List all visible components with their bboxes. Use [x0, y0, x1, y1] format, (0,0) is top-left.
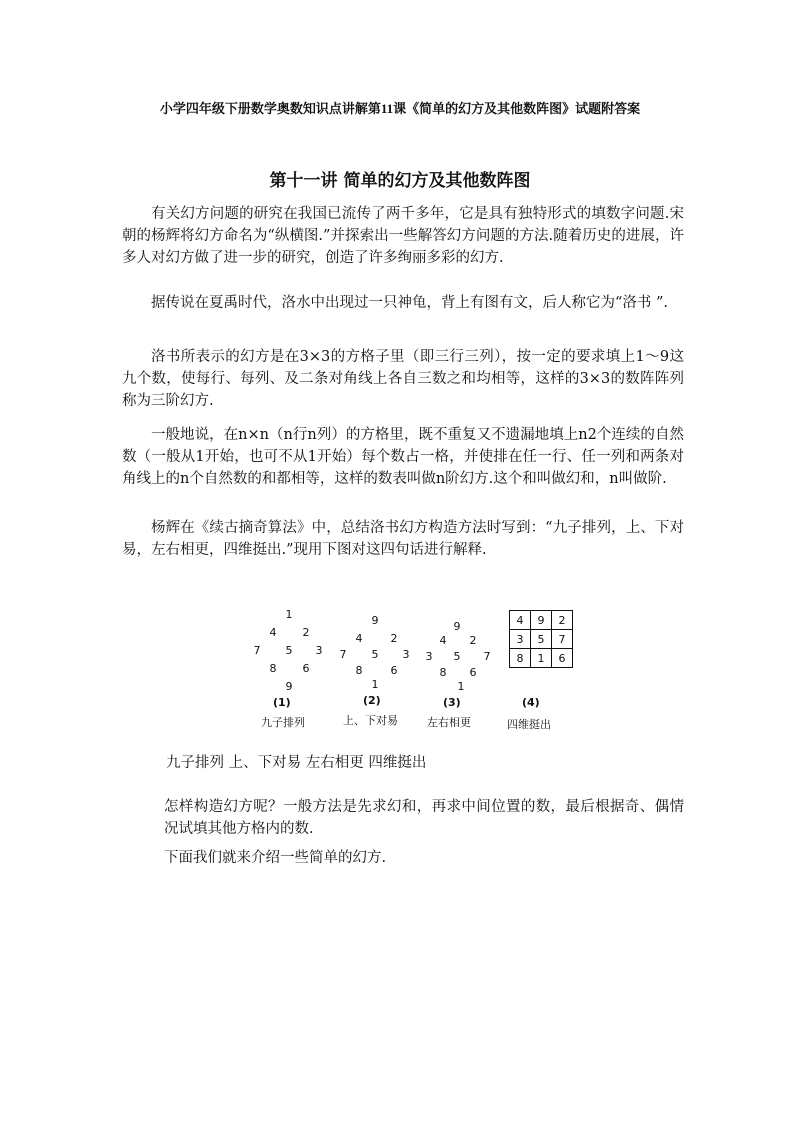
diagram-3-number: 7 — [483, 650, 491, 663]
grid-cell: 2 — [552, 611, 573, 630]
diagram-1-number: 8 — [269, 662, 277, 675]
diagram-1-number: 3 — [315, 644, 323, 657]
lecture-title: 第十一讲 简单的幻方及其他数阵图 — [269, 171, 531, 191]
caption-text-2: 上、下对易 — [343, 714, 398, 727]
caption-number-3: (3) — [443, 696, 461, 709]
magic-square-grid — [509, 610, 573, 668]
diagram-3-number: 9 — [453, 620, 461, 633]
paragraph-history: 有关幻方问题的研究在我国已流传了两千多年，它是具有独特形式的填数字问题.宋朝的杨辉将幻方命名为“纵横图.”并探索出一些解答幻方问题的方法.随着历史的进展，许多人对幻方做了进一步的研究，创造了许多绚丽多彩的幻方. — [122, 206, 684, 266]
grid-cell: 1 — [531, 649, 552, 668]
diagram-2-number: 3 — [402, 648, 410, 661]
diagram-1-number: 5 — [285, 644, 293, 657]
caption-number-4: (4) — [522, 696, 540, 709]
diagram-2-number: 1 — [371, 678, 379, 691]
paragraph-legend: 据传说在夏禹时代，洛水中出现过一只神龟，背上有图有文，后人称它为“洛书 ”. — [151, 295, 669, 311]
caption-number-1: (1) — [273, 696, 291, 709]
diagram-3-number: 8 — [439, 666, 447, 679]
grid-cell: 3 — [510, 630, 531, 649]
paragraph-introduction: 下面我们就来介绍一些简单的幻方. — [164, 850, 387, 866]
diagram-3-number: 3 — [425, 650, 433, 663]
diagram-2-number: 7 — [339, 648, 347, 661]
diagram-1-number: 9 — [285, 680, 293, 693]
diagram-3-number: 6 — [469, 666, 477, 679]
grid-cell: 9 — [531, 611, 552, 630]
diagram-2-number: 5 — [371, 648, 379, 661]
paragraph-construction: 怎样构造幻方呢？一般方法是先求幻和，再求中间位置的数，最后根据奇、偶情况试填其他方格内的数. — [164, 799, 684, 837]
grid-cell: 5 — [531, 630, 552, 649]
caption-text-4: 四维挺出 — [507, 718, 551, 731]
diagram-3-number: 4 — [439, 634, 447, 647]
document-title: 小学四年级下册数学奥数知识点讲解第11课《简单的幻方及其他数阵图》试题附答案 — [159, 101, 641, 116]
paragraph-definition: 一般地说，在n×n（n行n列）的方格里，既不重复又不遗漏地填上n2个连续的自然数（一般从1开始，也可不从1开始）每个数占一格，并使排在任一行、任一列和两条对角线上的n个自然数的和都相等，这样的数表叫做n阶幻方.这个和叫做幻和，n叫做阶. — [122, 427, 684, 487]
magic-square-construction-figure — [245, 600, 585, 740]
diagram-2-number: 4 — [355, 632, 363, 645]
grid-cell: 7 — [552, 630, 573, 649]
diagram-2-number: 9 — [371, 614, 379, 627]
diagram-3-number: 5 — [453, 650, 461, 663]
paragraph-luoshu: 洛书所表示的幻方是在3×3的方格子里（即三行三列），按一定的要求填上1～9这九个数，使每行、每列、及二条对角线上各自三数之和均相等，这样的3×3的数阵阵列称为三阶幻方. — [122, 349, 684, 409]
diagram-1-number: 7 — [253, 644, 261, 657]
diagram-1-number: 6 — [302, 662, 310, 675]
caption-text-3: 左右相更 — [427, 716, 471, 729]
diagram-3-number: 1 — [457, 680, 465, 693]
grid-cell: 8 — [510, 649, 531, 668]
diagram-1-number: 4 — [269, 626, 277, 639]
diagram-1-number: 1 — [285, 608, 293, 621]
caption-number-2: (2) — [363, 694, 381, 707]
diagram-3-number: 2 — [469, 634, 477, 647]
diagram-2-number: 2 — [390, 632, 398, 645]
diagram-2-number: 8 — [355, 664, 363, 677]
summary-line: 九子排列 上、下对易 左右相更 四维挺出 — [166, 755, 427, 771]
diagram-2-number: 6 — [390, 664, 398, 677]
caption-text-1: 九子排列 — [261, 716, 305, 729]
grid-cell: 4 — [510, 611, 531, 630]
grid-cell: 6 — [552, 649, 573, 668]
diagram-1-number: 2 — [302, 626, 310, 639]
paragraph-yanghui: 杨辉在《续古摘奇算法》中，总结洛书幻方构造方法时写到：“九子排列，上、下对易，左右相更，四维挺出.”现用下图对这四句话进行解释. — [122, 520, 684, 558]
